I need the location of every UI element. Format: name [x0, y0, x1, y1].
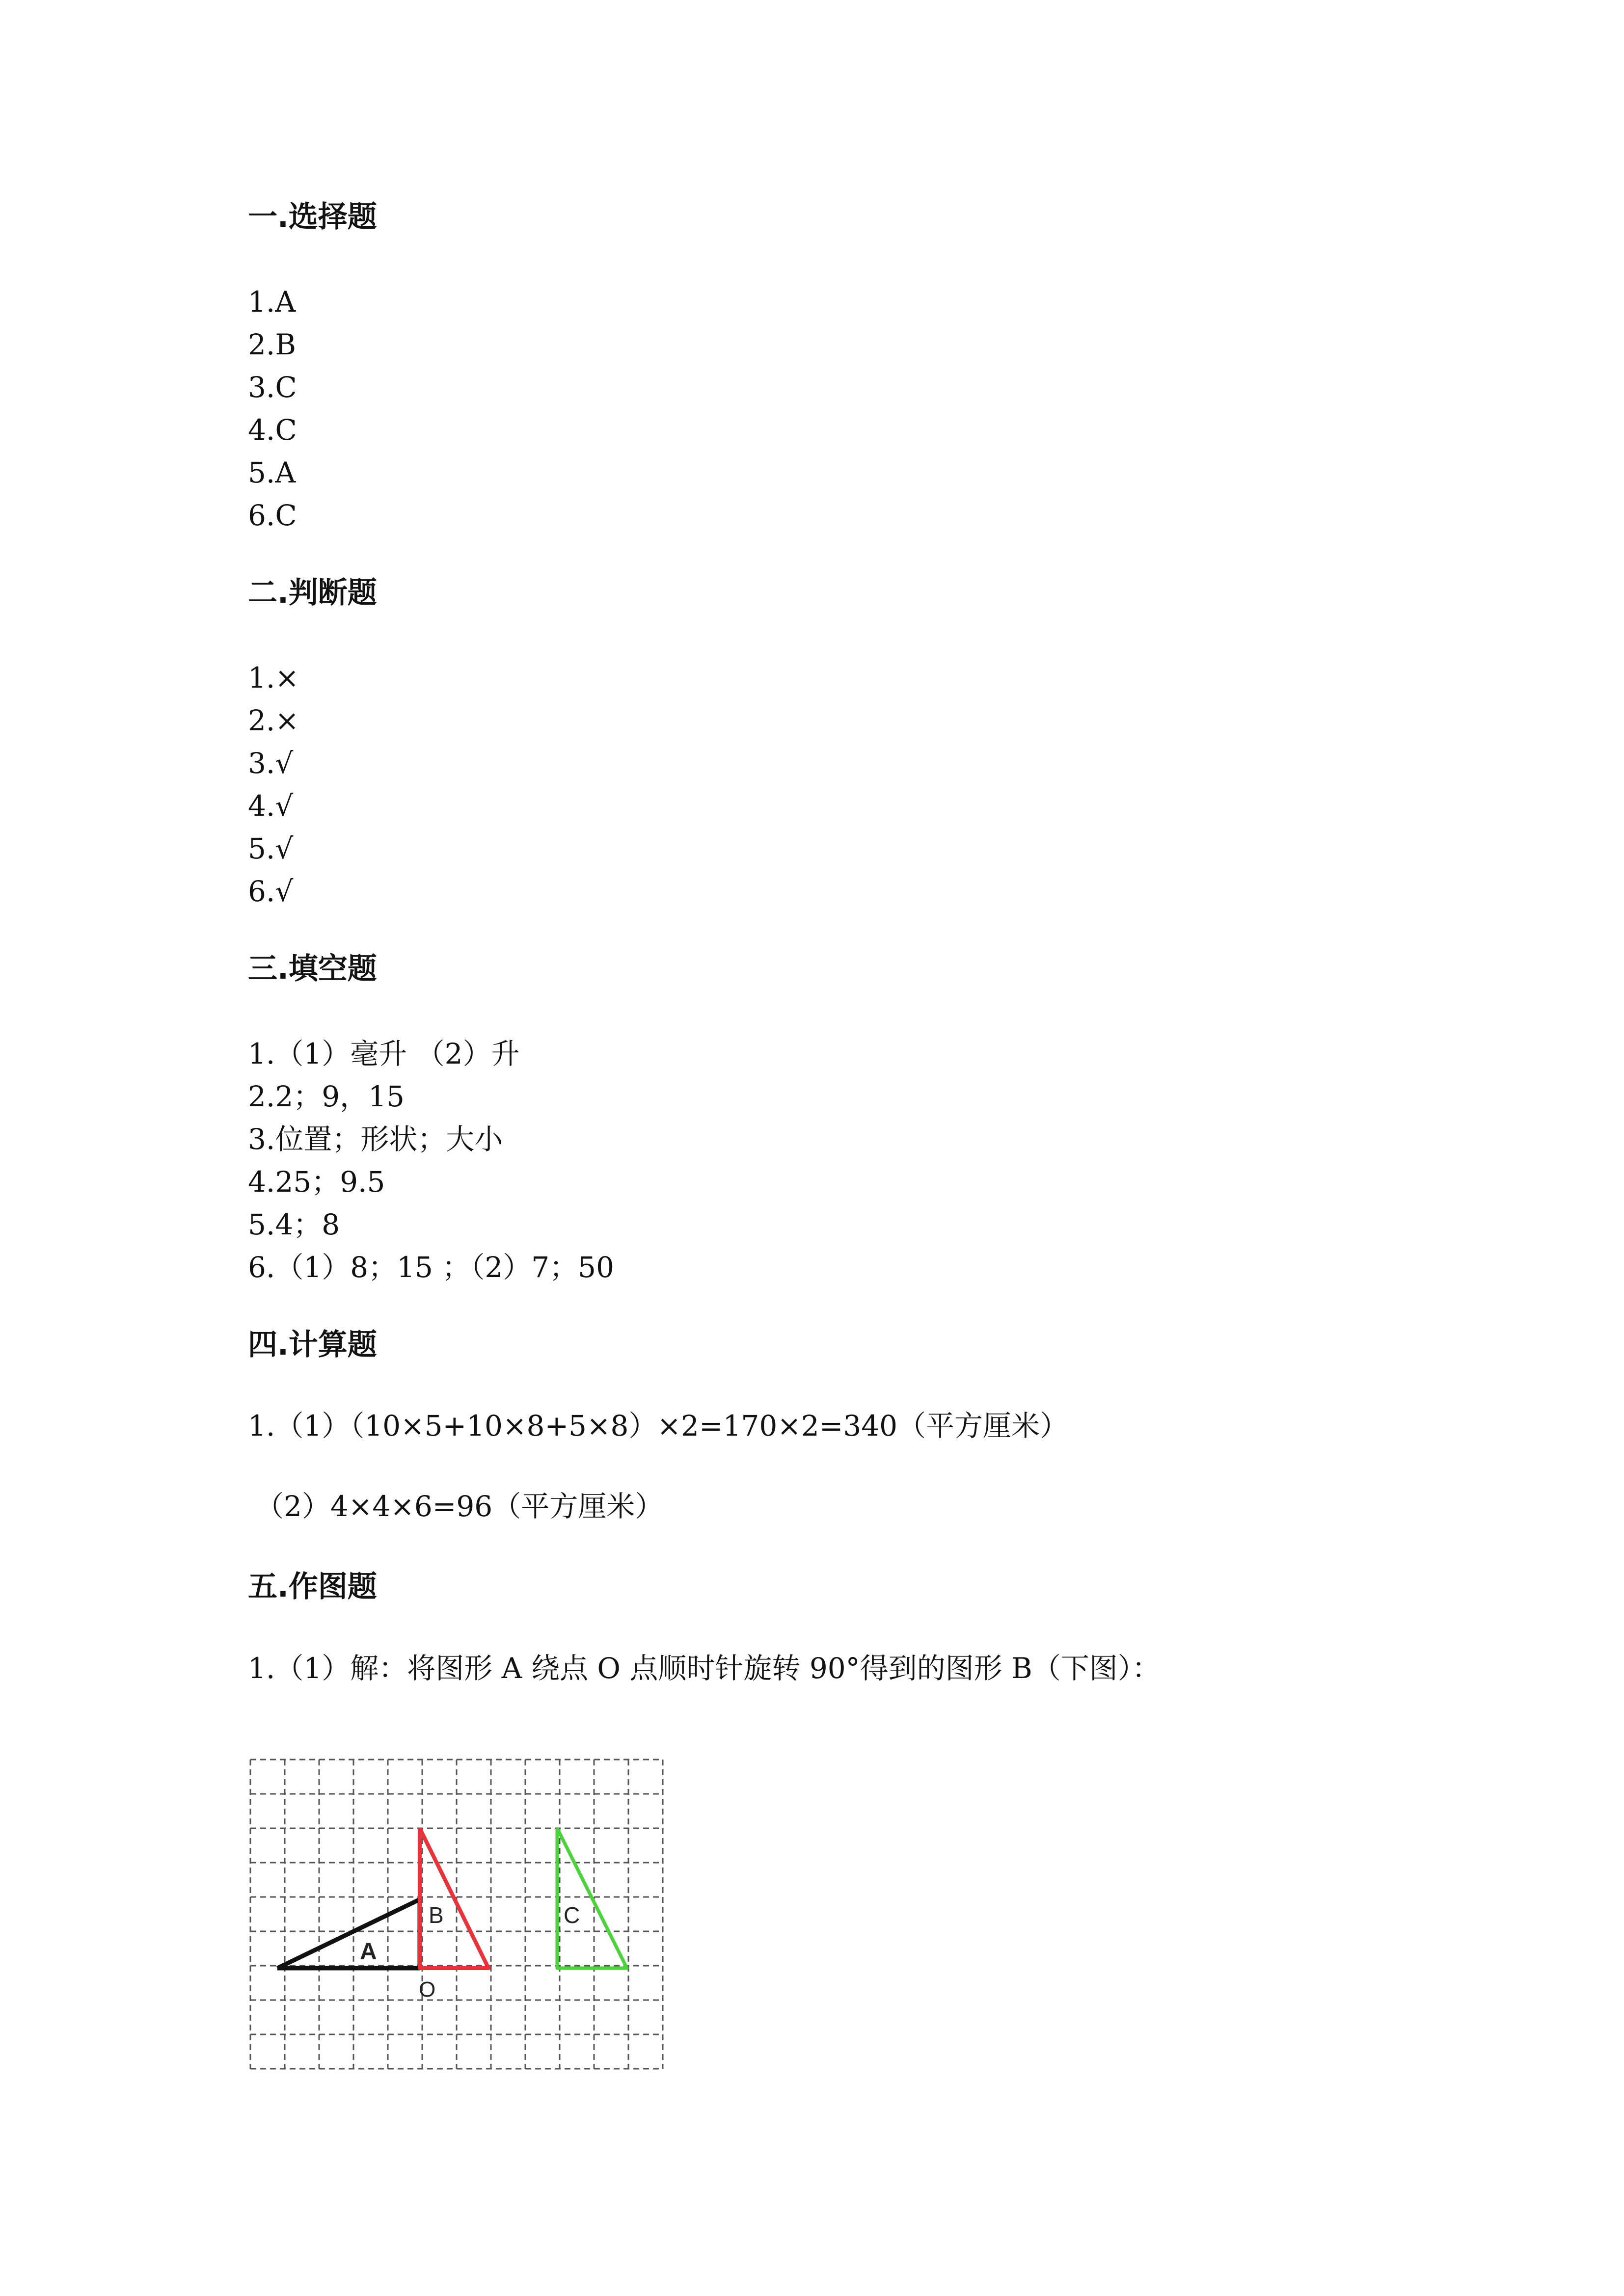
- answer-line: 2.2；9，15: [248, 1080, 405, 1113]
- triangle-b-shape: [420, 1828, 488, 1968]
- section-title-calc: 四.计算题: [248, 1328, 377, 1362]
- section-title-drawing: 五.作图题: [248, 1570, 377, 1604]
- triangle-a-shape: [277, 1899, 420, 1968]
- answer-line: 2.×: [248, 704, 299, 737]
- answer-line: 1.A: [248, 285, 296, 319]
- answer-line: 4.√: [248, 789, 294, 823]
- label-b: B: [429, 1902, 444, 1928]
- section-title-choice: 一.选择题: [248, 200, 377, 234]
- section-title-judge: 二.判断题: [248, 576, 377, 610]
- answer-line: 1.（1）毫升 （2）升: [248, 1037, 520, 1070]
- answer-line: 5.4；8: [248, 1208, 340, 1241]
- answer-line: 1.×: [248, 661, 299, 694]
- triangle-c-shape: [557, 1828, 627, 1968]
- label-c: C: [564, 1902, 580, 1928]
- answer-line: 4.C: [248, 413, 297, 447]
- answer-line: 6.C: [248, 499, 297, 532]
- answer-line: 1.（1）解：将图形 A 绕点 O 点顺时针旋转 90°得到的图形 B（下图）：: [248, 1652, 1161, 1685]
- answer-line: 3.C: [248, 371, 297, 404]
- answer-line: 3.位置；形状；大小: [248, 1122, 503, 1156]
- answer-line: 5.√: [248, 832, 294, 865]
- rotation-grid-figure: [248, 1757, 670, 2071]
- answer-line: 6.√: [248, 875, 294, 908]
- answer-line: （2）4×4×6=96（平方厘米）: [255, 1490, 664, 1523]
- answer-line: 3.√: [248, 747, 294, 780]
- label-o: O: [419, 1977, 436, 2002]
- answer-line: 6.（1）8；15 ；（2）7；50: [248, 1251, 614, 1284]
- section-title-fill: 三.填空题: [248, 952, 377, 986]
- label-a: A: [360, 1939, 377, 1965]
- answer-line: 1.（1）（10×5+10×8+5×8）×2=170×2=340（平方厘米）: [248, 1409, 1069, 1442]
- answer-line: 5.A: [248, 456, 296, 489]
- answer-line: 2.B: [248, 328, 296, 361]
- answer-line: 4.25；9.5: [248, 1165, 385, 1199]
